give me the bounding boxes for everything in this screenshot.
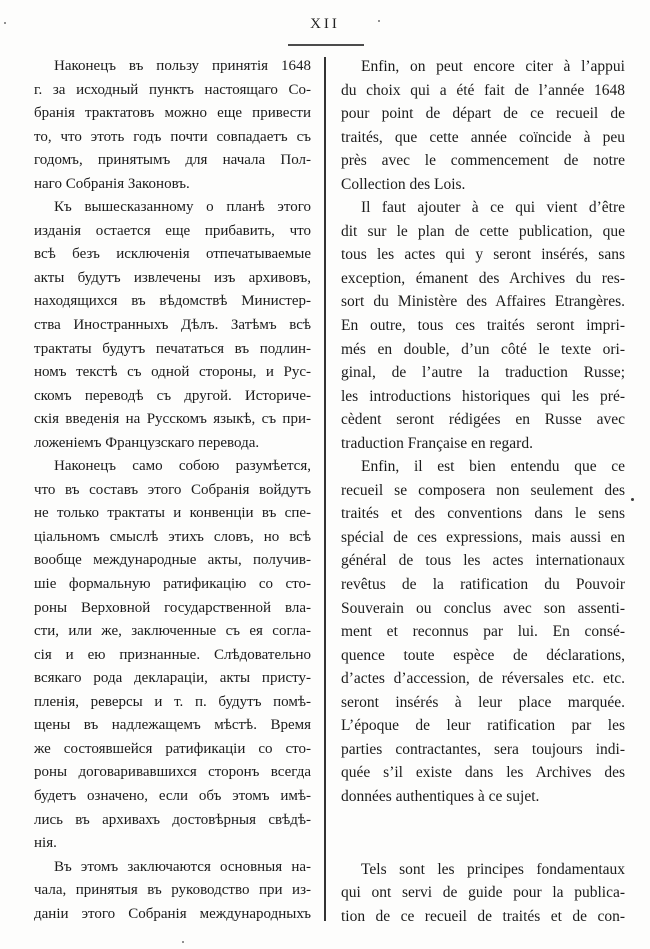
text-line: spécial de ces expressions, mais aussi en: [341, 528, 625, 546]
text-line: наго Собранія Законовъ.: [34, 175, 190, 192]
text-line: qui ont servi de guide pour la publica-: [341, 884, 625, 902]
text-line: quence toute espèce de déclarations,: [341, 646, 625, 664]
paragraph: [341, 196, 625, 455]
text-line: tion de ce recueil de traités et de con-: [341, 907, 625, 925]
text-line: бранія трактатовъ можно еще привести: [34, 105, 311, 122]
text-line: revêtus de la ratification du Pouvoir: [341, 576, 625, 594]
text-line: les introductions historiques qui les pré-: [341, 387, 625, 405]
text-line: traités et des conventions dans le sens: [341, 505, 625, 523]
text-line: traduction Française en regard.: [341, 434, 533, 452]
text-line: sort du Ministère des Affaires Etrangères.: [341, 293, 625, 311]
text-line: ginal, de l’autre la traduction Russe;: [341, 364, 625, 382]
text-line: щены въ надлежащемъ мѣстѣ. Время: [34, 717, 311, 734]
text-line: Souverain ou conclus avec son assenti-: [341, 599, 625, 617]
header-rule: [288, 44, 364, 46]
text-line: L’époque de leur ratification par les: [341, 717, 625, 735]
text-line: ment et reconnus par lui. En consé-: [341, 623, 625, 641]
paper-speck: [182, 941, 184, 943]
text-line: Enfin, il est bien entendu que ce: [361, 458, 625, 476]
text-line: сти, или же, заключенные съ ея согла-: [34, 623, 311, 640]
text-line: годомъ, принятымъ для начала Пол-: [34, 152, 311, 169]
text-line: пленія, реверсы и т. п. будутъ помѣ-: [34, 693, 311, 710]
text-line: находящихся въ вѣдомствѣ Министер-: [34, 293, 311, 310]
text-line: лись въ архивахъ достовѣрныя свѣдѣ-: [34, 811, 311, 828]
paper-speck: [4, 22, 6, 24]
text-line: будетъ означено, если объ этомъ имѣ-: [34, 787, 311, 804]
column-divider-rule: [324, 57, 326, 921]
text-line: не только трактаты и конвенціи въ спе-: [34, 505, 311, 522]
text-line: шіе формальную ратификацію со сто-: [34, 576, 311, 593]
text-line: En outre, tous ces traités seront impri-: [341, 317, 625, 335]
text-line: d’actes d’accession, de réversales etc. etc.: [341, 670, 625, 688]
text-line: Collection des Lois.: [341, 175, 466, 193]
text-line: роны договаривавшихся сторонъ всегда: [34, 764, 311, 781]
text-line: даніи этого Собранія международныхъ: [34, 905, 311, 922]
text-line: вообще международные акты, получив-: [34, 552, 311, 569]
text-line: ства Иностранныхъ Дѣлъ. Затѣмъ всѣ: [34, 317, 311, 334]
paper-speck: [378, 20, 380, 22]
text-line: més en double, d’un côté le texte ori-: [341, 340, 625, 358]
text-line: роны Верховной государственной вла-: [34, 599, 311, 616]
text-line: près avec le commencement de notre: [341, 152, 625, 170]
text-line: Наконецъ само собою разумѣется,: [54, 458, 311, 475]
text-line: dit sur le plan de cette publication, que: [341, 222, 625, 240]
text-line: traités, que cette année coïncide à peu: [341, 128, 625, 146]
text-line: что въ составъ этого Собранія войдутъ: [34, 481, 311, 498]
text-line: seront insérés à leur place marquée.: [341, 693, 625, 711]
text-line: cèdent seront rédigées en Russe avec: [341, 411, 625, 429]
text-line: чала, принятыя въ руководство при из-: [34, 882, 311, 899]
text-line: то, что этоть годъ почти совпадаетъ съ: [34, 128, 311, 145]
text-line: нія.: [34, 835, 57, 852]
paragraph: [34, 455, 311, 855]
text-line: ціальномъ смыслѣ этихъ словъ, но всѣ: [34, 528, 311, 545]
text-line: Il faut ajouter à ce qui vient d’être: [361, 199, 625, 217]
text-line: Enfin, on peut encore citer à l’appui: [361, 58, 625, 75]
page-number: XII: [310, 16, 340, 32]
paper-speck: [631, 498, 634, 501]
paragraph: [34, 196, 311, 455]
text-line: номъ текстѣ съ одной стороны, и Рус-: [34, 364, 311, 381]
text-line: du choix qui a été fait de l’année 1648: [341, 81, 625, 99]
text-line: г. за исходный пунктъ настоящаго Со-: [34, 81, 311, 98]
text-line: скія введенія на Русскомъ языкѣ, съ при-: [34, 411, 311, 428]
text-line: exception, émanent des Archives du res-: [341, 269, 625, 287]
text-line: pour point de départ de ce recueil de: [341, 105, 625, 123]
text-line: Въ этомъ заключаются основныя на-: [54, 858, 311, 875]
text-line: données authentiques à ce sujet.: [341, 787, 540, 805]
text-line: ложеніемъ Французскаго перевода.: [34, 434, 260, 451]
paragraph: [341, 858, 625, 929]
text-line: акты будутъ извлечены изъ архивовъ,: [34, 269, 311, 286]
text-line: трактаты будутъ печататься въ подлин-: [34, 340, 311, 357]
text-line: parties contractantes, sera toujours indi-: [341, 740, 625, 758]
paragraph: [34, 856, 311, 927]
text-line: изданія остается еще прибавить, что: [34, 222, 311, 239]
text-line: Наконецъ въ пользу принятія 1648: [54, 58, 311, 74]
column-russian-text: [34, 55, 311, 926]
text-line: Къ вышесказанному о планѣ этого: [54, 199, 311, 216]
paragraph: [34, 55, 311, 196]
column-french-text: [341, 55, 625, 928]
text-line: скомъ переводѣ съ другой. Историче-: [34, 387, 311, 404]
text-line: всѣ безъ исключенія отпечатываемые: [34, 246, 311, 263]
text-line: tous les actes qui y seront insérés, sans: [341, 246, 625, 264]
text-line: Tels sont les principes fondamentaux: [361, 860, 625, 878]
text-line: général de tous les actes internationaux: [341, 552, 625, 570]
paragraph: [341, 55, 625, 196]
paragraph: [341, 455, 625, 808]
text-line: quée s’il existe dans les Archives des: [341, 764, 625, 782]
text-line: сія и ею признанные. Слѣдовательно: [34, 646, 311, 663]
text-line: всякаго рода деклараціи, акты присту-: [34, 670, 311, 687]
text-line: recueil se composera non seulement des: [341, 481, 625, 499]
text-line: же состоявшейся ратификаціи со сто-: [34, 740, 311, 757]
